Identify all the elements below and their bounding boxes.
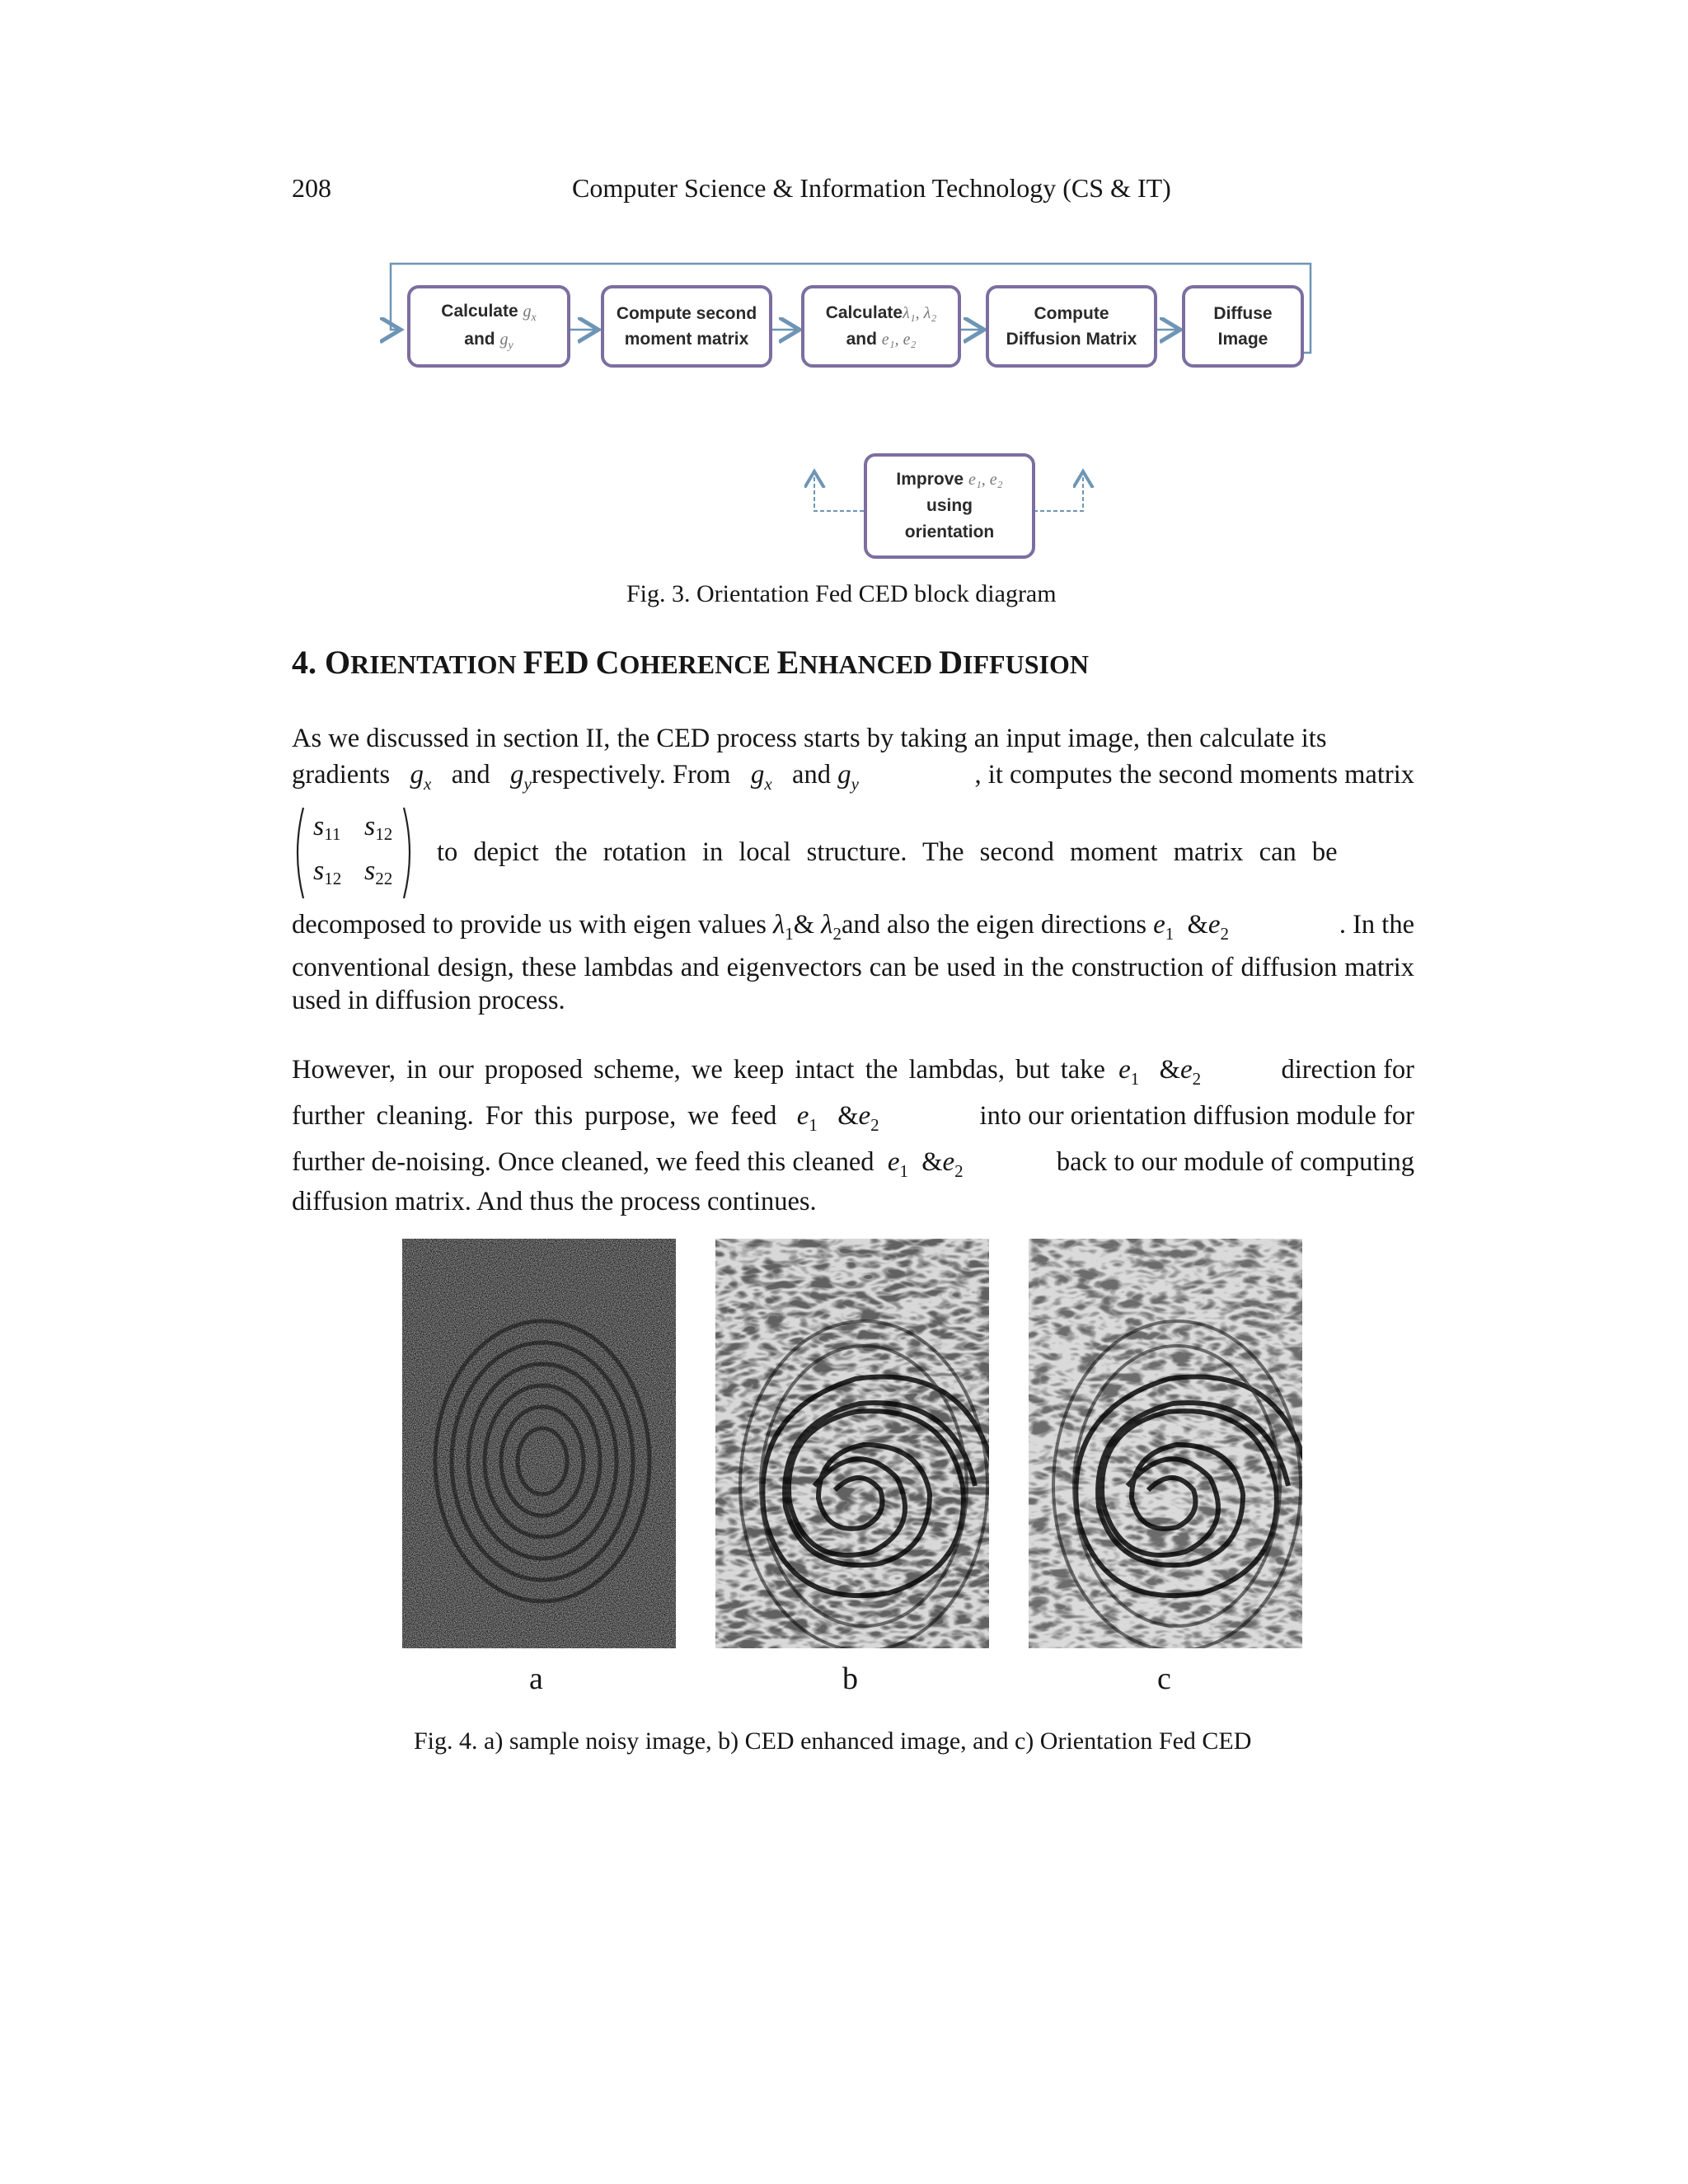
- block-second-moment: Compute second moment matrix: [601, 285, 772, 368]
- para2-line4: diffusion matrix. And thus the process continues.: [292, 1187, 817, 1216]
- para2-line3: further de-noising. Once cleaned, we feed this cleaned e 1 & e 2 back to our module of computing: [292, 1147, 1414, 1181]
- block-calculate-gradients: Calculate $g_x$ and $g_y$: [407, 285, 570, 368]
- para1-line1: As we discussed in section II, the CED process starts by taking an input image, then calculate its: [292, 724, 1327, 753]
- figure-3-block-diagram: [382, 262, 1322, 564]
- matrix-s12: s12: [364, 811, 393, 844]
- block-calculate-eigen: Calculateλ₁, λ₂ and e₁, e₂: [801, 285, 961, 368]
- figure-3-caption: Fig. 3. Orientation Fed CED block diagram: [626, 580, 1057, 607]
- page-number: 208: [292, 173, 331, 203]
- figure-4-label-c: c: [1157, 1661, 1171, 1696]
- para1-line4: decomposed to provide us with eigen values λ 1 & λ 2 and also the eigen directions e 1 & e 2 . In the: [292, 910, 1414, 944]
- figure-4-label-b: b: [842, 1661, 858, 1696]
- block-improve-orientation: Improve e₁, e₂ using orientation: [864, 453, 1035, 559]
- improve-right-connector: [1034, 471, 1083, 511]
- fingerprint-noisy-image: [402, 1239, 676, 1648]
- para1-line3: to depict the rotation in local structure. The second moment matrix can be: [437, 837, 1338, 867]
- matrix-s22: s22: [364, 855, 393, 888]
- para2-line1: However, in our proposed scheme, we keep intact the lambdas, but take e 1 & e 2 direction for: [292, 1055, 1414, 1089]
- matrix-s11: s11: [313, 811, 341, 844]
- figure-4-caption: Fig. 4. a) sample noisy image, b) CED enhanced image, and c) Orientation Fed CED: [414, 1727, 1252, 1755]
- improve-left-connector: [814, 471, 864, 511]
- second-moment-matrix: [292, 804, 415, 902]
- para1-rest: conventional design, these lambdas and eigenvectors can be used in the construction of diffusion matrix used in diffusion process.: [292, 953, 1414, 1015]
- block-diffuse-image: Diffuse Image: [1182, 285, 1304, 368]
- fingerprint-ced-image: [715, 1239, 989, 1648]
- para1-line2: gradients g x and g y respectively. From g x and g y , it computes the second moments matrix: [292, 760, 1414, 794]
- fingerprint-orientation-fed-ced-image: [1029, 1239, 1302, 1648]
- para2-line2: further cleaning. For this purpose, we feed e 1 & e 2 into our orientation diffusion module for: [292, 1101, 1414, 1135]
- journal-name: Computer Science & Information Technology (CS & IT): [572, 173, 1171, 203]
- figure-4-label-a: a: [529, 1661, 543, 1696]
- section-heading: 4. ORIENTATION FED COHERENCE ENHANCED DIFFUSION: [292, 644, 1089, 681]
- matrix-brackets: [292, 804, 415, 902]
- block-diffusion-matrix: Compute Diffusion Matrix: [986, 285, 1157, 368]
- matrix-s21: s12: [313, 855, 342, 888]
